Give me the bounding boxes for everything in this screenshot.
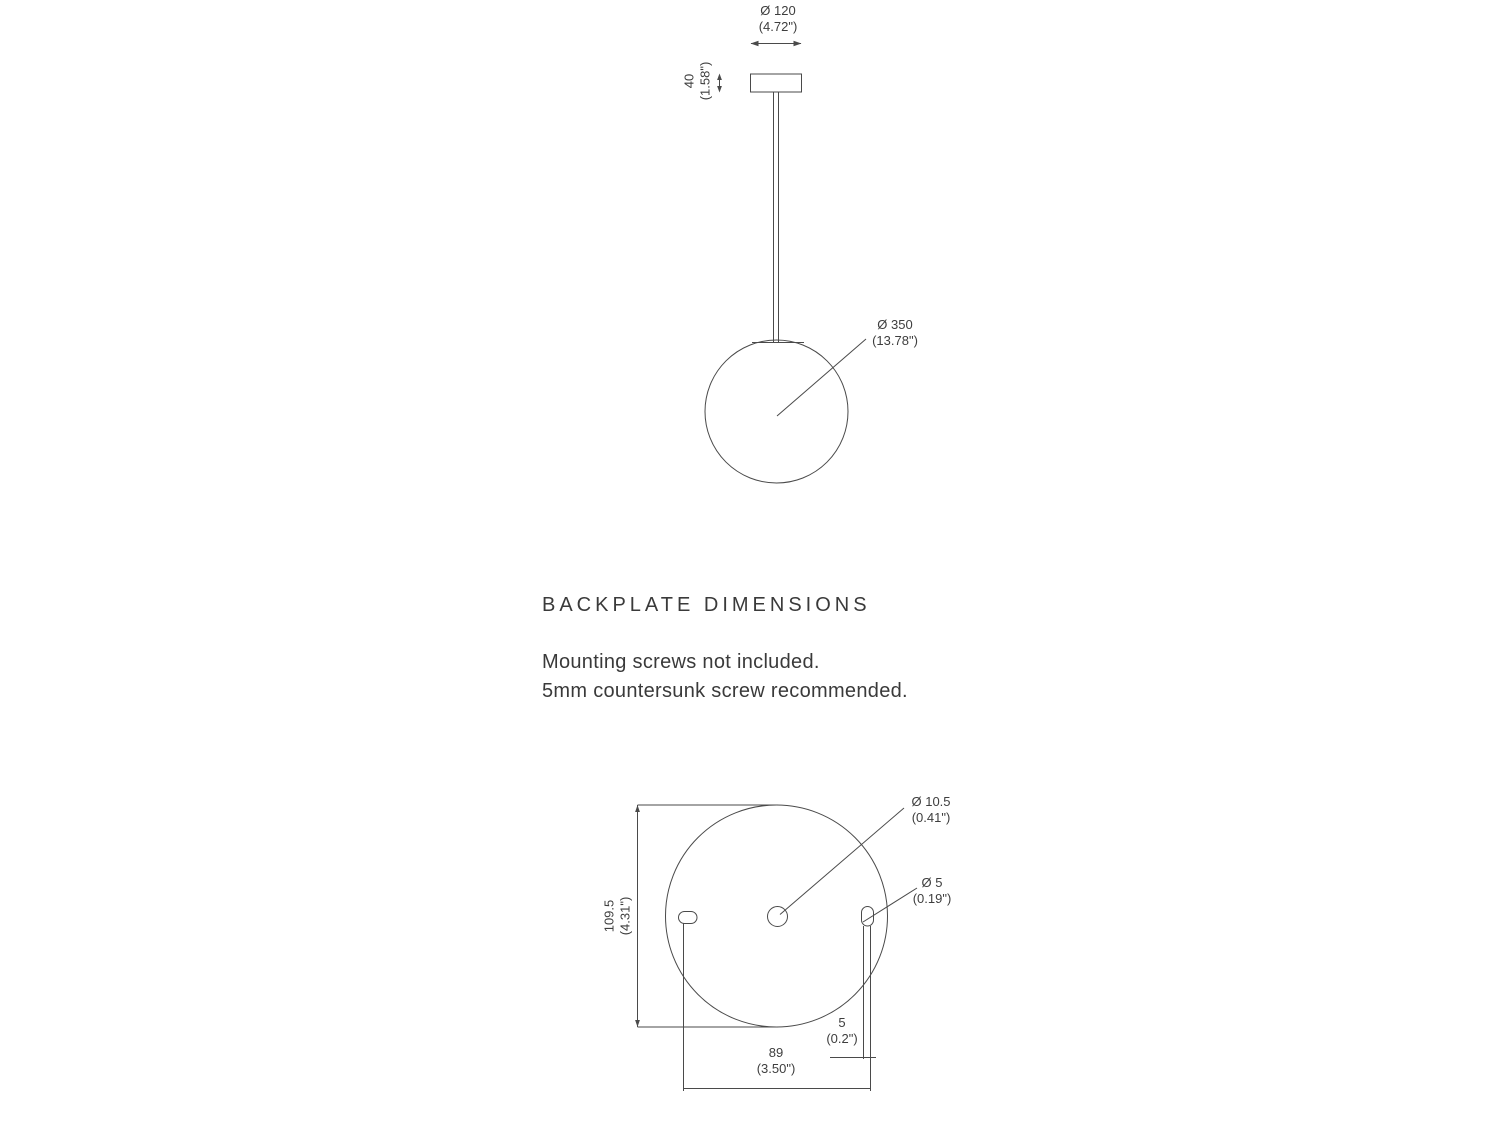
mounting-note-line1: Mounting screws not included. [542, 651, 820, 673]
slot-width-mm: 5 [838, 1015, 846, 1030]
screw-hole-inch: (0.19") [912, 890, 952, 906]
canopy-diameter-label [759, 3, 798, 34]
mounting-note [542, 648, 908, 705]
center-hole-leader [780, 808, 904, 915]
canopy-outline [751, 74, 802, 92]
canopy-height-arrow-up [717, 74, 722, 81]
globe-diameter-label [872, 317, 918, 348]
plate-height-arrow-down [635, 1020, 640, 1027]
backplate-circle [666, 805, 888, 1027]
globe-diameter-leader [777, 339, 866, 416]
canopy-diameter-inch: (4.72") [758, 18, 798, 34]
center-hole-inch: (0.41") [911, 809, 951, 825]
plate-height-inch: (4.31") [617, 896, 632, 936]
hole-spacing-mm: 89 [768, 1045, 784, 1060]
slot-width-inch: (0.2") [826, 1030, 858, 1046]
canopy-height-arrow-down [717, 86, 722, 93]
hole-spacing-inch: (3.50") [756, 1060, 796, 1076]
globe-diameter-mm: Ø 350 [877, 317, 913, 332]
globe-diameter-inch: (13.78") [872, 332, 918, 348]
plate-height-label [602, 897, 633, 936]
left-screw-slot [679, 912, 698, 924]
center-hole-mm: Ø 10.5 [911, 794, 951, 809]
canopy-dim-arrow-left [751, 41, 759, 46]
plate-height-mm: 109.5 [601, 899, 617, 933]
canopy-height-inch: (1.58") [697, 61, 712, 101]
canopy-height-label [682, 62, 713, 101]
center-hole-label [911, 794, 950, 825]
backplate-section-heading: BACKPLATE DIMENSIONS [542, 594, 871, 616]
canopy-diameter-mm: Ø 120 [760, 3, 796, 18]
screw-hole-leader [863, 888, 917, 922]
plate-height-arrow-up [635, 805, 640, 812]
canopy-height-mm: 40 [681, 73, 697, 89]
hole-spacing-label [757, 1045, 796, 1076]
screw-hole-label [913, 875, 952, 906]
center-hole-circle [768, 907, 788, 927]
screw-hole-mm: Ø 5 [921, 875, 943, 890]
canopy-dim-arrow-right [794, 41, 802, 46]
pendant-side-view [705, 41, 866, 483]
mounting-note-line2: 5mm countersunk screw recommended. [542, 679, 908, 702]
globe-circle [705, 340, 848, 483]
slot-width-label [826, 1015, 857, 1046]
